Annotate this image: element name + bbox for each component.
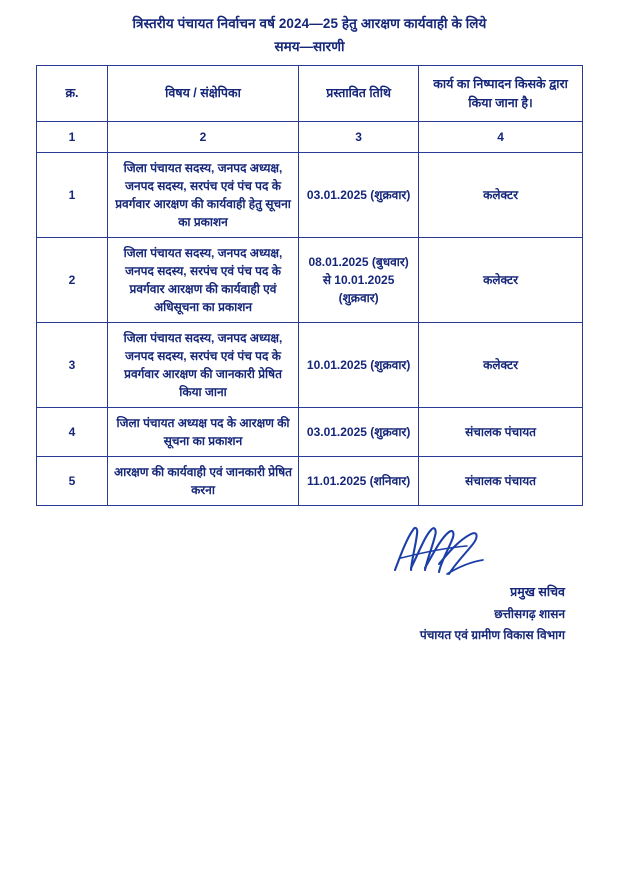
table-row — [37, 238, 583, 323]
header-executed-by: कार्य का निष्पादन किसके द्वारा किया जाना है। — [419, 65, 583, 122]
row-subject: जिला पंचायत सदस्य, जनपद अध्यक्ष, जनपद सदस्य, सरपंच एवं पंच पद के प्रवर्गवार आरक्षण की कार्यवाही हेतु सूचना का प्रकाशन — [107, 153, 298, 238]
row-subject: जिला पंचायत सदस्य, जनपद अध्यक्ष, जनपद सदस्य, सरपंच एवं पंच पद के प्रवर्गवार आरक्षण की कार्यवाही एवं अधिसूचना का प्रकाशन — [107, 238, 298, 323]
column-number-3: 3 — [299, 122, 419, 153]
header-subject: विषय / संक्षेपिका — [107, 65, 298, 122]
row-executed-by: संचालक पंचायत — [419, 408, 583, 457]
column-number-1: 1 — [37, 122, 108, 153]
column-number-2: 2 — [107, 122, 298, 153]
row-date: 10.01.2025 (शुक्रवार) — [299, 323, 419, 408]
row-date: 11.01.2025 (शनिवार) — [299, 457, 419, 506]
header-serial: क्र. — [37, 65, 108, 122]
row-date: 03.01.2025 (शुक्रवार) — [299, 153, 419, 238]
column-number-4: 4 — [419, 122, 583, 153]
row-date: 08.01.2025 (बुधवार) से 10.01.2025 (शुक्रवार) — [299, 238, 419, 323]
table-row — [37, 323, 583, 408]
table-row — [37, 408, 583, 457]
table-header-row — [37, 65, 583, 122]
row-date: 03.01.2025 (शुक्रवार) — [299, 408, 419, 457]
row-executed-by: कलेक्टर — [419, 153, 583, 238]
signatory-government: छत्तीसगढ़ शासन — [494, 607, 565, 622]
signatory-department: पंचायत एवं ग्रामीण विकास विभाग — [419, 628, 565, 643]
schedule-table — [36, 65, 583, 507]
row-executed-by: कलेक्टर — [419, 323, 583, 408]
table-column-number-row — [37, 122, 583, 153]
table-row — [37, 457, 583, 506]
row-executed-by: संचालक पंचायत — [419, 457, 583, 506]
row-subject: जिला पंचायत अध्यक्ष पद के आरक्षण की सूचना का प्रकाशन — [107, 408, 298, 457]
row-serial: 5 — [37, 457, 108, 506]
row-subject: जिला पंचायत सदस्य, जनपद अध्यक्ष, जनपद सदस्य, सरपंच एवं पंच पद के प्रवर्गवार आरक्षण की जानकारी प्रेषित किया जाना — [107, 323, 298, 408]
row-serial: 4 — [37, 408, 108, 457]
document-title: त्रिस्तरीय पंचायत निर्वाचन वर्ष 2024—25 हेतु आरक्षण कार्यवाही के लिये — [132, 16, 487, 31]
row-serial: 1 — [37, 153, 108, 238]
row-subject: आरक्षण की कार्यवाही एवं जानकारी प्रेषित करना — [107, 457, 298, 506]
signature-block — [36, 524, 583, 646]
handwritten-signature — [36, 524, 565, 582]
header-date: प्रस्तावित तिथि — [299, 65, 419, 122]
row-serial: 3 — [37, 323, 108, 408]
row-executed-by: कलेक्टर — [419, 238, 583, 323]
table-row — [37, 153, 583, 238]
row-serial: 2 — [37, 238, 108, 323]
document-subtitle: समय—सारणी — [274, 38, 345, 54]
signatory-designation: प्रमुख सचिव — [510, 585, 565, 600]
